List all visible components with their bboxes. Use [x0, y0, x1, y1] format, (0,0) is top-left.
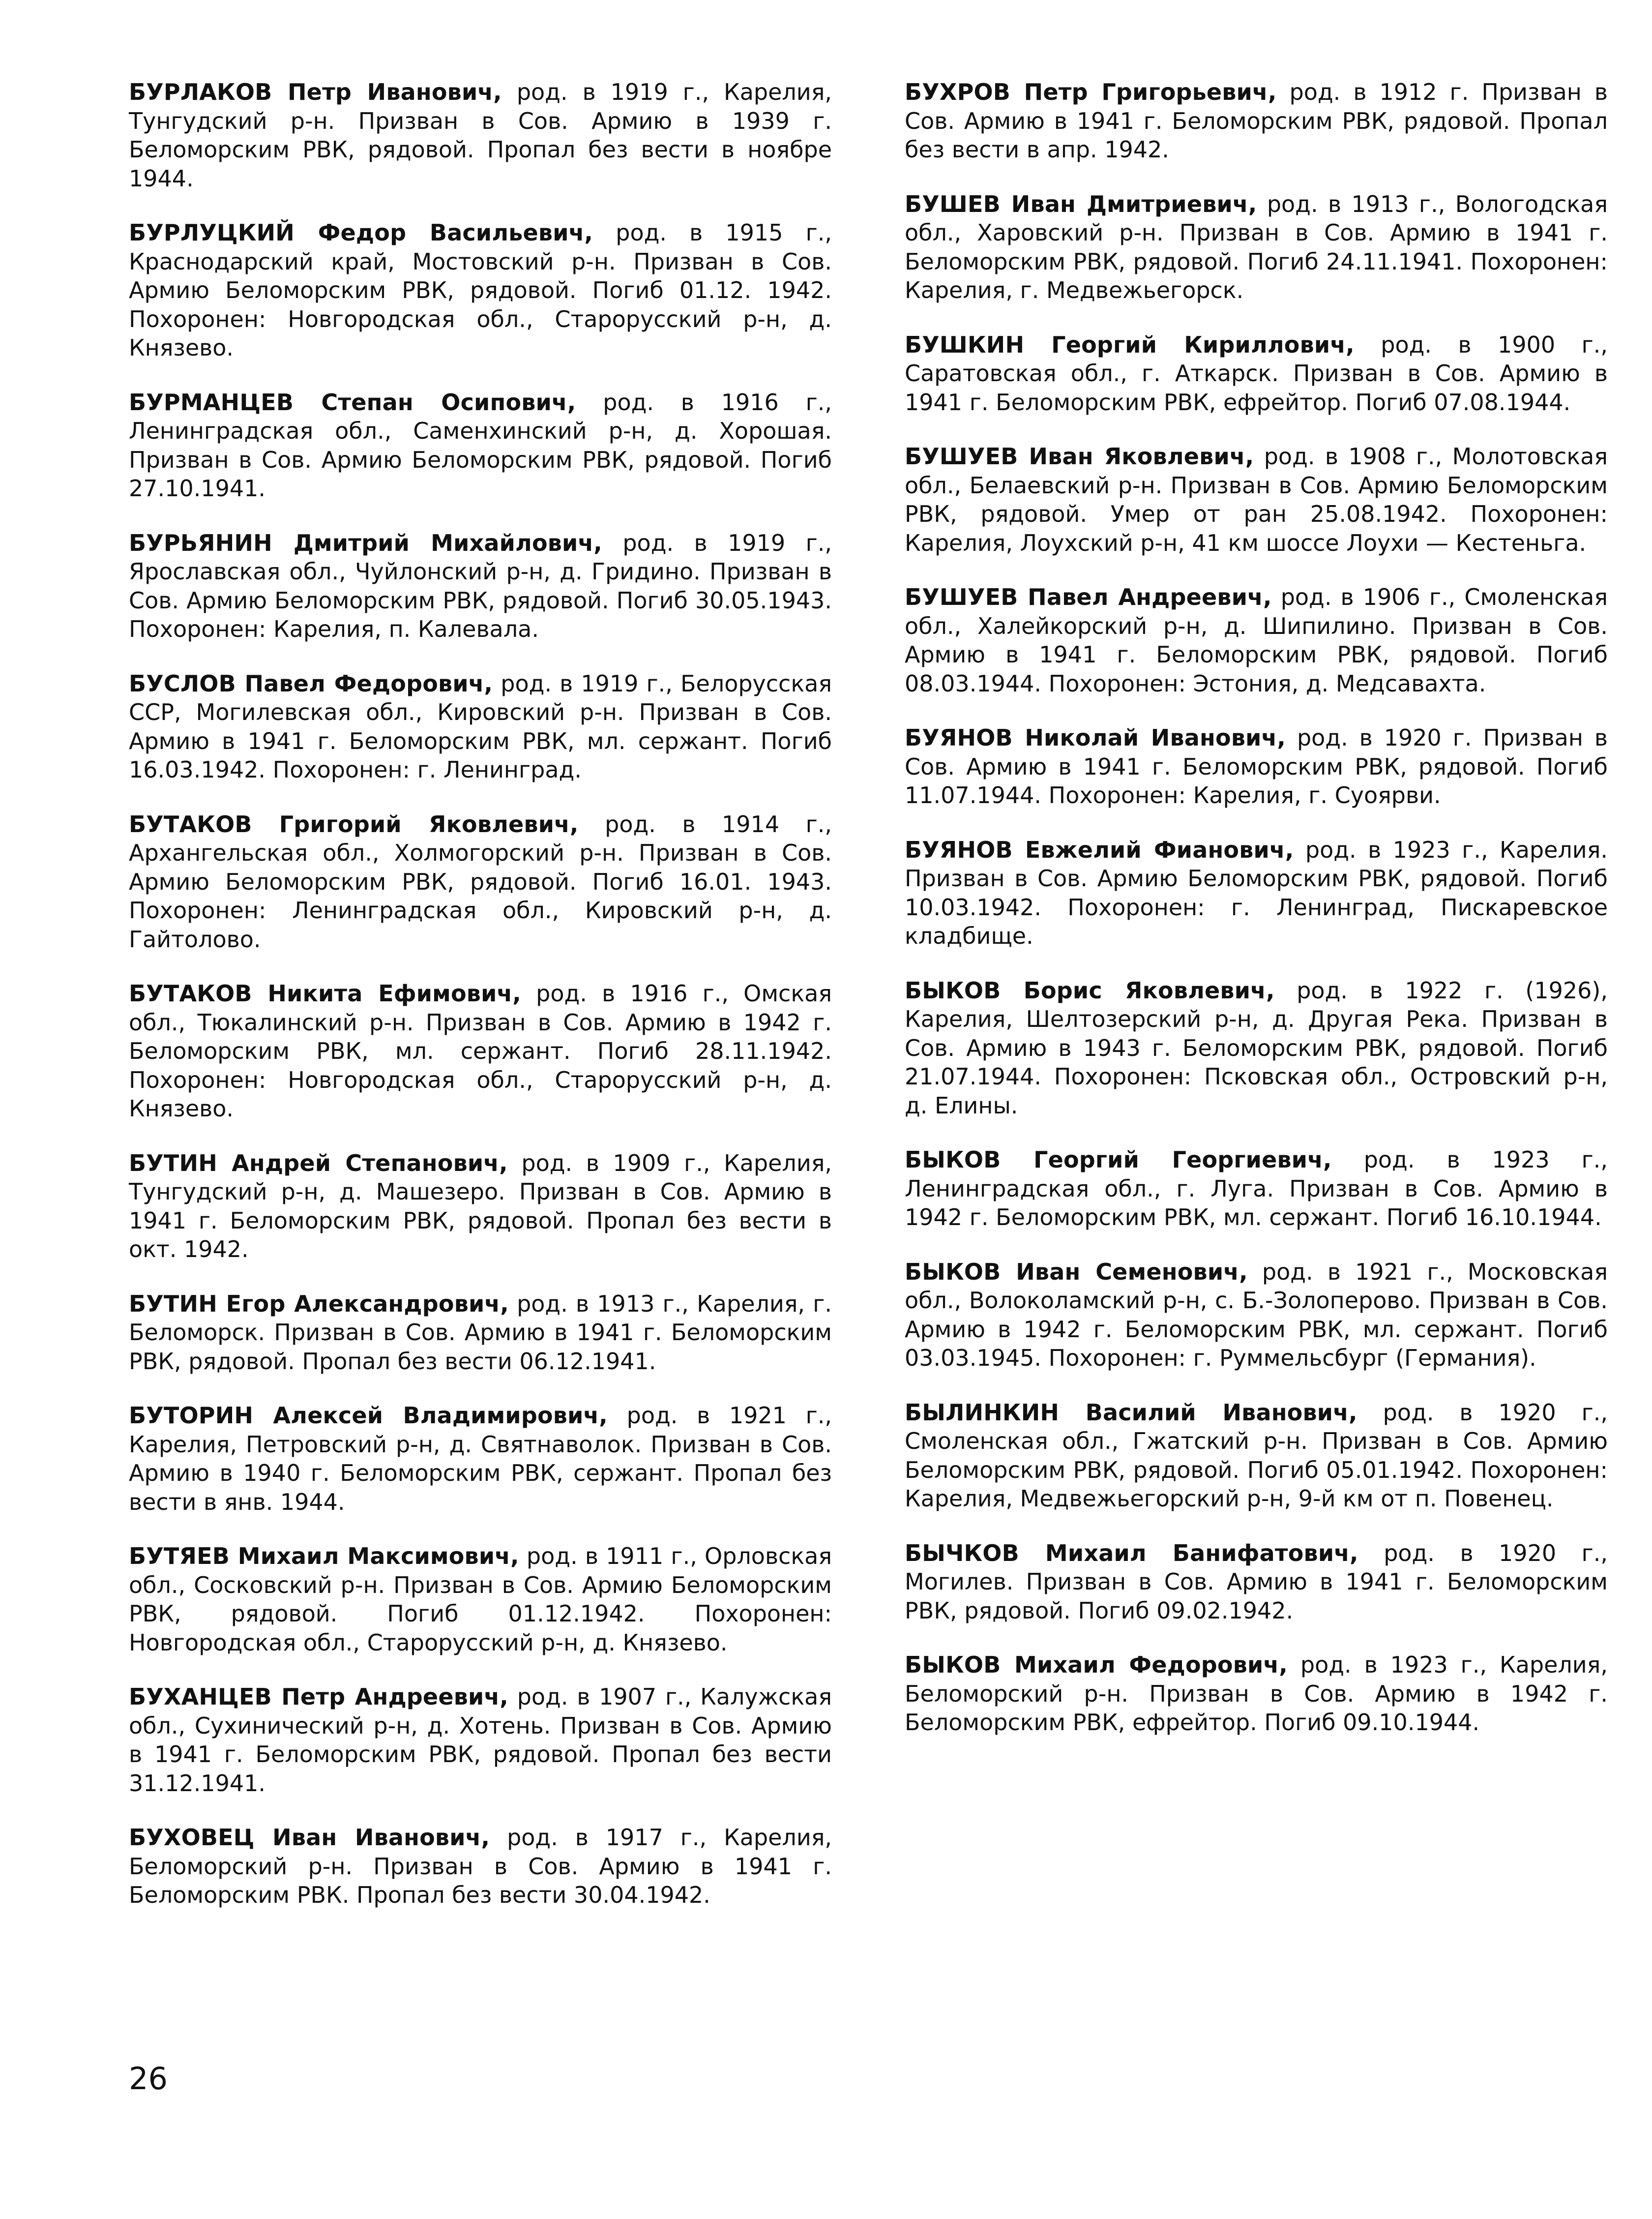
list-item: [129, 78, 832, 193]
entry-name: БУШУЕВ Павел Андреевич,: [905, 584, 1272, 610]
entry-name: БУТЯЕВ Михаил Максимович,: [129, 1543, 519, 1569]
entry-text: род. в 1900 г., Саратовская обл., г. Аткарск. Призван в Сов. Армию в 1941 г. Беломорским РВК, ефрейтор. Погиб 07.08.1944.: [905, 331, 1608, 416]
entry-name: БУХОВЕЦ Иван Иванович,: [129, 1824, 490, 1851]
entry-name: БУРМАНЦЕВ Степан Осипович,: [129, 389, 576, 416]
entry-name: БУТАКОВ Григорий Яковлевич,: [129, 810, 579, 838]
entry-name: БУТОРИН Алексей Владимирович,: [129, 1402, 608, 1429]
list-item: [129, 979, 832, 1123]
entry-text: род. в 1916 г., Ленинградская обл., Саменхинский р-н, д. Хорошая. Призван в Сов. Армию Беломорским РВК, рядовой. Погиб 27.10.1941.: [129, 389, 832, 502]
list-item: [905, 330, 1608, 417]
entry-name: БУШУЕВ Иван Яковлевич,: [905, 443, 1254, 470]
entry-text: род. в 1921 г., Карелия, Петровский р-н, д. Святнаволок. Призван в Сов. Армию в 1940 г. Беломорским РВК, сержант. Пропал без вести в янв. 1944.: [129, 1402, 832, 1515]
list-item: [905, 1398, 1608, 1513]
list-item: [129, 1401, 832, 1516]
right-column: [905, 78, 1608, 1763]
list-item: [129, 218, 832, 362]
list-item: [129, 1682, 832, 1798]
entry-name: БУЯНОВ Николай Иванович,: [905, 724, 1286, 751]
list-item: [905, 723, 1608, 810]
list-item: [905, 190, 1608, 305]
entry-name: БЫКОВ Георгий Георгиевич,: [905, 1146, 1332, 1173]
entry-name: БУРЬЯНИН Дмитрий Михайлович,: [129, 529, 602, 556]
left-column: [129, 78, 832, 1935]
list-item: [129, 1289, 832, 1376]
list-item: [905, 976, 1608, 1120]
entry-text: род. в 1917 г., Карелия, Беломорский р-н. Призван в Сов. Армию в 1941 г. Беломорским РВК. Пропал без вести 30.04.1942.: [129, 1824, 832, 1908]
entry-text: род. в 1915 г., Краснодарский край, Мостовский р-н. Призван в Сов. Армию Беломорским РВК, рядовой. Погиб 01.12. 1942. Похоронен: Новгородская обл., Старорусский р-н, д. Князево.: [129, 219, 832, 361]
list-item: [129, 388, 832, 503]
entry-name: БУРЛАКОВ Петр Иванович,: [129, 79, 502, 105]
entry-text: род. в 1922 г. (1926), Карелия, Шелтозерский р-н, д. Другая Река. Призван в Сов. Армию в 1943 г. Беломорским РВК, рядовой. Погиб 21.07.1944. Похоронен: Псковская обл., Островский р-н, д. Елины.: [905, 977, 1608, 1119]
list-item: [905, 1258, 1608, 1373]
entry-name: БУХРОВ Петр Григорьевич,: [905, 79, 1277, 105]
list-item: [905, 442, 1608, 557]
entry-text: род. в 1920 г., Могилев. Призван в Сов. Армию в 1941 г. Беломорским РВК, рядовой. Погиб 09.02.1942.: [905, 1539, 1608, 1624]
list-item: [905, 583, 1608, 698]
entry-name: БУСЛОВ Павел Федорович,: [129, 670, 493, 697]
list-item: [905, 1650, 1608, 1737]
entry-text: род. в 1923 г., Карелия, Беломорский р-н. Призван в Сов. Армию в 1942 г. Беломорским РВК, ефрейтор. Погиб 09.10.1944.: [905, 1651, 1608, 1736]
entry-text: род. в 1919 г., Ярославская обл., Чуйлонский р-н, д. Гридино. Призван в Сов. Армию Беломорским РВК, рядовой. Погиб 30.05.1943. Похоронен: Карелия, п. Калевала.: [129, 529, 832, 642]
entry-text: род. в 1920 г. Призван в Сов. Армию в 1941 г. Беломорским РВК, рядовой. Погиб 11.07.1944. Похоронен: Карелия, г. Суоярви.: [905, 724, 1608, 809]
list-item: [129, 1542, 832, 1657]
entry-text: род. в 1907 г., Калужская обл., Сухиничеcкий р-н, д. Хотень. Призван в Сов. Армию в 1941 г. Беломорским РВК, рядовой. Пропал без вести 31.12.1941.: [129, 1683, 832, 1797]
entry-name: БЫКОВ Иван Семенович,: [905, 1258, 1248, 1285]
list-item: [905, 78, 1608, 164]
entry-text: род. в 1909 г., Карелия, Тунгудский р-н, д. Машезеро. Призван в Сов. Армию в 1941 г. Беломорским РВК, рядовой. Пропал без вести в окт. 1942.: [129, 1149, 832, 1262]
entry-text: род. в 1906 г., Смоленская обл., Халейкорский р-н, д. Шипилино. Призван в Сов. Армию в 1941 г. Беломорским РВК, рядовой. Погиб 08.03.1944. Похоронен: Эстония, д. Медсавахта.: [905, 584, 1608, 697]
entry-text: род. в 1913 г., Вологодская обл., Харовский р-н. Призван в Сов. Армию в 1941 г. Беломорским РВК, рядовой. Погиб 24.11.1941. Похоронен: Карелия, г. Медвежьегорск.: [905, 190, 1608, 303]
list-item: [129, 1823, 832, 1910]
entry-text: род. в 1923 г., Ленинградская обл., г. Луга. Призван в Сов. Армию в 1942 г. Беломорским РВК, мл. сержант. Погиб 16.10.1944.: [905, 1146, 1608, 1230]
entry-text: род. в 1912 г. Призван в Сов. Армию в 1941 г. Беломорским РВК, рядовой. Пропал без вести в апр. 1942.: [905, 79, 1608, 163]
entry-name: БЫЛИНКИН Василий Иванович,: [905, 1399, 1357, 1426]
entry-name: БУТИН Андрей Степанович,: [129, 1149, 508, 1176]
entry-name: БУШКИН Георгий Кириллович,: [905, 331, 1355, 358]
list-item: [129, 529, 832, 644]
entry-text: род. в 1919 г., Белорусская ССР, Могилевская обл., Кировский р-н. Призван в Сов. Армию в 1941 г. Беломорским РВК, мл. сержант. Погиб 16.03.1942. Похоронен: г. Ленинград.: [129, 670, 832, 783]
entry-name: БЫКОВ Михаил Федорович,: [905, 1651, 1288, 1678]
entry-text: род. в 1920 г., Смоленская обл., Гжатский р-н. Призван в Сов. Армию Беломорским РВК, рядовой. Погиб 05.01.1942. Похоронен: Карелия, Медвежьегорский р-н, 9-й км от п. Повенец.: [905, 1399, 1608, 1512]
list-item: [129, 810, 832, 954]
entry-text: род. в 1921 г., Московская обл., Волоколамский р-н, с. Б.-Золоперово. Призван в Сов. Армию в 1942 г. Беломорским РВК, мл. сержант. Погиб 03.03.1945. Похоронен: г. Руммельсбург (Германия).: [905, 1258, 1608, 1371]
page-number: 26: [129, 2061, 168, 2097]
entry-name: БУТАКОВ Никита Ефимович,: [129, 980, 521, 1007]
entry-text: род. в 1916 г., Омская обл., Тюкалинский р-н. Призван в Сов. Армию в 1942 г. Беломорским РВК, мл. сержант. Погиб 28.11.1942. Похоронен: Новгородская обл., Старорусский р-н, д. Князево.: [129, 980, 832, 1122]
entry-name: БУХАНЦЕВ Петр Андреевич,: [129, 1683, 508, 1710]
entry-text: род. в 1919 г., Карелия, Тунгудский р-н. Призван в Сов. Армию в 1939 г. Беломорским РВК, рядовой. Пропал без вести в ноябре 1944.: [129, 79, 832, 192]
list-item: [905, 1539, 1608, 1625]
entry-name: БЫКОВ Борис Яковлевич,: [905, 977, 1275, 1004]
entry-name: БУЯНОВ Евжелий Фианович,: [905, 836, 1294, 863]
entry-name: БУРЛУЦКИЙ Федор Васильевич,: [129, 219, 593, 246]
entry-name: БУТИН Егор Александрович,: [129, 1290, 509, 1317]
entry-text: род. в 1914 г., Архангельская обл., Холмогорский р-н. Призван в Сов. Армию Беломорским РВК, рядовой. Погиб 16.01. 1943. Похоронен: Ленинградская обл., Кировский р-н, д. Гайтолово.: [129, 810, 832, 953]
list-item: [129, 1149, 832, 1264]
entry-name: БУШЕВ Иван Дмитриевич,: [905, 190, 1257, 217]
entry-text: род. в 1913 г., Карелия, г. Беломорск. Призван в Сов. Армию в 1941 г. Беломорским РВК, рядовой. Пропал без вести 06.12.1941.: [129, 1290, 832, 1375]
entry-name: БЫЧКОВ Михаил Банифатович,: [905, 1539, 1358, 1566]
entry-text: род. в 1908 г., Молотовская обл., Белаевский р-н. Призван в Сов. Армию Беломорским РВК, рядовой. Умер от ран 25.08.1942. Похоронен: Карелия, Лоухский р-н, 41 км шоссе Лоухи — Кестеньга.: [905, 443, 1608, 556]
list-item: [905, 1145, 1608, 1232]
entry-text: род. в 1923 г., Карелия. Призван в Сов. Армию Беломорским РВК, рядовой. Погиб 10.03.1942. Похоронен: г. Ленинград, Пискаревское кладбище.: [905, 836, 1608, 949]
entry-text: род. в 1911 г., Орловская обл., Сосковский р-н. Призван в Сов. Армию Беломорским РВК, рядовой. Погиб 01.12.1942. Похоронен: Новгородская обл., Старорусский р-н, д. Князево.: [129, 1543, 832, 1656]
list-item: [129, 669, 832, 784]
list-item: [905, 836, 1608, 951]
